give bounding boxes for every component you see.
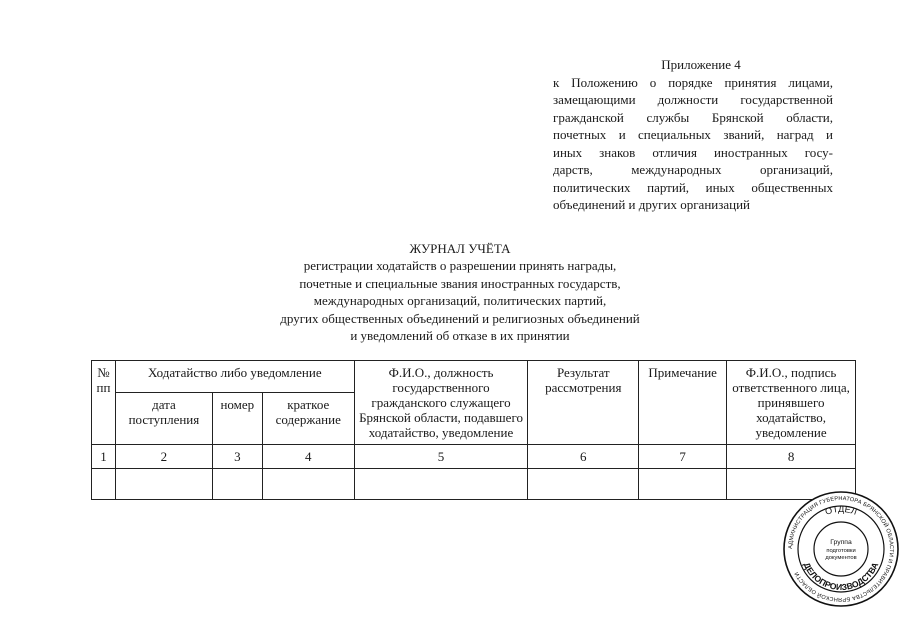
table-row (92, 469, 856, 500)
column-number: 2 (115, 445, 212, 469)
appendix-line: гражданской службы Брянской области, (553, 109, 833, 125)
header-date: дата поступления (115, 393, 212, 445)
appendix-line: объединений и других организаций (553, 197, 751, 212)
column-number-row (92, 445, 856, 469)
header-note: Примечание (639, 361, 727, 445)
journal-title: ЖУРНАЛ УЧЁТА (409, 241, 511, 256)
column-number: 4 (262, 445, 354, 469)
header-group: Ходатайство либо уведомление (115, 361, 354, 393)
journal-heading (160, 240, 760, 344)
journal-subtitle-line: почетные и специальные звания иностранных государств, (299, 275, 621, 291)
header-number: номер (212, 393, 262, 445)
table-cell (212, 469, 262, 500)
header-fio: Ф.И.О., должность государственного гражданского служащего Брянской области, подавшего ходатайство, уведомление (354, 361, 528, 445)
header-num: № пп (92, 361, 116, 445)
journal-table (91, 360, 856, 500)
stamp-dept-top: ОТДЕЛ (823, 503, 859, 517)
appendix-line: политических партий, иных общественных (553, 179, 833, 195)
appendix-line: дарств, международных организаций, (553, 162, 833, 177)
appendix-line: иных знаков отличия иностранных госу- (553, 144, 833, 160)
appendix-block (553, 56, 833, 214)
table-header-row (92, 361, 856, 393)
column-number: 1 (92, 445, 116, 469)
column-number: 3 (212, 445, 262, 469)
stamp-center-line: Группа (830, 539, 852, 546)
stamp-outer-text: АДМИНИСТРАЦИЯ ГУБЕРНАТОРА БРЯНСКОЙ ОБЛАСТИ И ПРАВИТЕЛЬСТВА БРЯНСКОЙ ОБЛАСТИ (787, 495, 895, 603)
appendix-line: замещающими должности государственной (553, 92, 833, 107)
column-number: 5 (354, 445, 528, 469)
department-stamp (782, 490, 900, 608)
table-cell (92, 469, 116, 500)
stamp-dept-bottom: ДЕЛОПРОИЗВОДСТВА (801, 560, 881, 593)
column-number: 8 (727, 445, 856, 469)
column-number: 6 (528, 445, 639, 469)
table-cell (354, 469, 528, 500)
journal-subtitle-line: международных организаций, политических партий, (313, 293, 607, 309)
header-responsible: Ф.И.О., подпись ответственного лица, принявшего ходатайство, уведомление (727, 361, 856, 445)
table-cell (262, 469, 354, 500)
appendix-line: почетных и специальных званий, наград и (553, 127, 833, 142)
journal-subtitle-line: других общественных объединений и религиозных объединений (280, 310, 640, 326)
header-summary: краткое содержание (262, 393, 354, 445)
table-cell (639, 469, 727, 500)
journal-subtitle-line: регистрации ходатайств о разрешении принять награды, (303, 258, 617, 274)
appendix-title: Приложение 4 (661, 57, 741, 72)
header-result: Результат рассмотрения (528, 361, 639, 445)
table-cell (115, 469, 212, 500)
stamp-center-line: подготовки (826, 548, 856, 554)
stamp-center-line: документов (825, 555, 857, 561)
journal-subtitle-line: и уведомлений об отказе в их принятии (350, 328, 570, 344)
column-number: 7 (639, 445, 727, 469)
appendix-line: к Положению о порядке принятия лицами, (553, 74, 833, 90)
table-cell (528, 469, 639, 500)
